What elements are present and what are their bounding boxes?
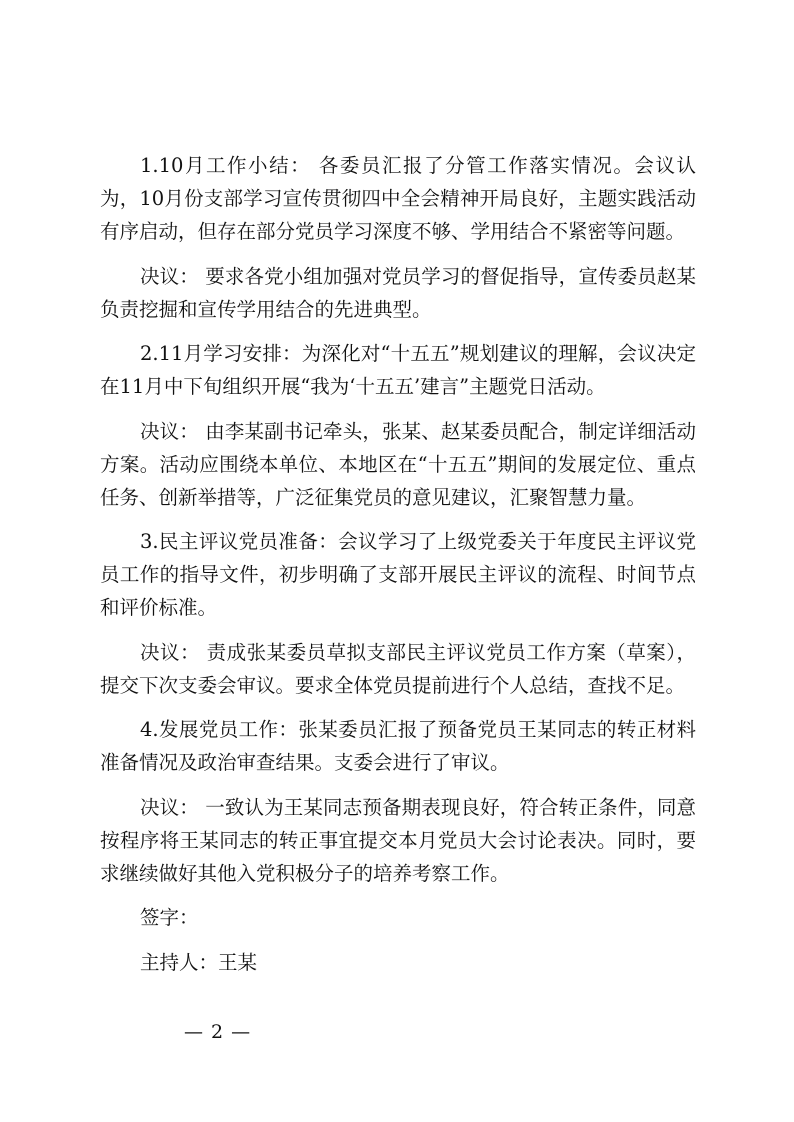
resolution-paragraph: 决议： 责成张某委员草拟支部民主评议党员工作方案（草案），提交下次支委会审议。要求全体党员提前进行个人总结，查找不足。	[100, 640, 696, 697]
signature-label: 签字：	[140, 906, 199, 929]
resolution-paragraph: 决议： 由李某副书记牵头，张某、赵某委员配合，制定详细活动方案。活动应围绕本单位、本地区在“十五五”期间的发展定位、重点任务、创新举措等，广泛征集党员的意见建议，汇聚智慧力量。	[100, 419, 696, 509]
resolution-paragraph: 决议： 要求各党小组加强对党员学习的督促指导，宣传委员赵某负责挖掘和宣传学用结合的先进典型。	[100, 264, 696, 321]
member-development-paragraph: 4.发展党员工作：张某委员汇报了预备党员王某同志的转正材料准备情况及政治审查结果。支委会进行了审议。	[100, 718, 696, 774]
work-summary-paragraph: 1.10月工作小结： 各委员汇报了分管工作落实情况。会议认为，10月份支部学习宣传贯彻四中全会精神开局良好，主题实践活动有序启动，但存在部分党员学习深度不够、学用结合不紧密等问题。	[100, 154, 696, 243]
resolution-paragraph: 决议： 一致认为王某同志预备期表现良好，符合转正条件，同意按程序将王某同志的转正事宜提交本月党员大会讨论表决。同时，要求继续做好其他入党积极分子的培养考察工作。	[100, 795, 696, 885]
page-number: — 2 —	[184, 1021, 252, 1043]
study-plan-paragraph: 2.11月学习安排：为深化对“十五五”规划建议的理解，会议决定在11月中下旬组织开展“我为‘十五五’建言”主题党日活动。	[100, 342, 696, 398]
document-body	[100, 149, 696, 990]
review-preparation-paragraph: 3.民主评议党员准备：会议学习了上级党委关于年度民主评议党员工作的指导文件，初步明确了支部开展民主评议的流程、时间节点和评价标准。	[100, 530, 696, 619]
host-line: 主持人：王某	[140, 950, 258, 974]
